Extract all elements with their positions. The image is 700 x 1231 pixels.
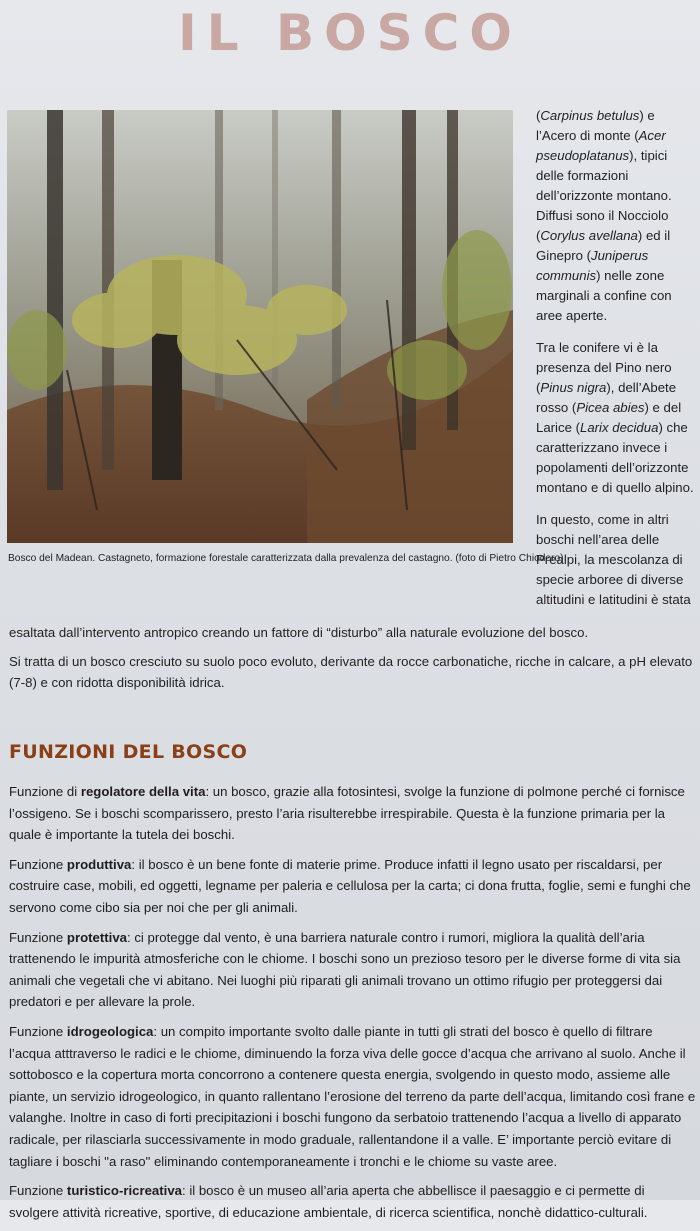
- function-prefix: Funzione: [9, 856, 67, 872]
- function-text: : ci protegge dal vento, è una barriera naturale contro i rumori, migliora la qualità dell’aria trattenendo le impurità atmosferiche con le chiome. I boschi sono un prezioso tesoro per le diverse forme di vita sia animali che vegetali che vi abitano. Nei luoghi più riparati gli animali trovano un ottimo rifugio per proteggersi dai predatori e per allevare la prole.: [9, 929, 681, 1010]
- function-paragraph: [9, 781, 697, 846]
- text-run: ) nelle zone marginali a confine con aree aperte.: [536, 268, 672, 323]
- latin-name: Juniperus communis: [536, 248, 649, 283]
- latin-name: Picea abies: [576, 400, 645, 415]
- function-paragraph: [9, 854, 697, 919]
- function-paragraph: [9, 1180, 697, 1223]
- soil-text: Si tratta di un bosco cresciuto su suolo poco evoluto, derivante da rocce carbonatiche, ricche in calcare, a pH elevato (7-8) e con ridotta disponibilità idrica.: [9, 654, 693, 690]
- functions-list: [9, 781, 697, 1231]
- text-run: ) e del Larice (: [536, 400, 682, 435]
- function-name: regolatore della vita: [80, 784, 206, 799]
- function-paragraph: [9, 927, 697, 1013]
- latin-name: Pinus nigra: [540, 380, 607, 395]
- latin-name: Corylus avellana: [540, 228, 638, 243]
- text-run: ) ed il Ginepro (: [536, 228, 671, 263]
- right-paragraph-3: In questo, come in altri boschi nell’area delle Prealpi, la mescolanza di specie arboree di diverse altitudini e latitudini è stata: [536, 512, 691, 607]
- function-name: produttiva: [66, 856, 132, 872]
- page-title: IL BOSCO: [178, 4, 522, 62]
- function-paragraph: [9, 1021, 697, 1172]
- function-prefix: Funzione: [9, 929, 67, 945]
- section-heading: FUNZIONI DEL BOSCO: [9, 741, 248, 763]
- right-text-column: [536, 106, 696, 622]
- function-name: turistico-ricreativa: [66, 1183, 182, 1199]
- photo-caption: Bosco del Madean. Castagneto, formazione forestale caratterizzata dalla prevalenza del castagno. (foto di Pietro Chiodero): [8, 553, 564, 564]
- text-run: (: [536, 108, 541, 123]
- function-name: idrogeologica: [66, 1023, 154, 1039]
- function-prefix: Funzione: [9, 1023, 67, 1039]
- function-prefix: Funzione: [9, 1183, 67, 1199]
- right-paragraph-1: [536, 106, 696, 326]
- text-run: ) che caratterizzano invece i popolamenti dell’orizzonte montano e di quello alpino.: [536, 420, 694, 495]
- forest-photo: [7, 110, 513, 543]
- text-run: ), tipici delle formazioni dell’orizzonte montano. Diffusi sono il Nocciolo (: [536, 148, 672, 243]
- latin-name: Carpinus betulus: [540, 108, 640, 123]
- function-prefix: Funzione di: [9, 784, 81, 799]
- continuation-text: esaltata dall’intervento antropico creando un fattore di “disturbo” alla naturale evoluzione del bosco.: [9, 625, 589, 640]
- text-run: ), dell’Abete rosso (: [536, 380, 677, 415]
- latin-name: Acer pseudoplatanus: [536, 128, 666, 163]
- continuation-line: [9, 622, 694, 643]
- soil-paragraph: [9, 651, 694, 693]
- text-run: Tra le conifere vi è la presenza del Pino nero (: [536, 340, 672, 395]
- right-paragraph-2: [536, 338, 696, 498]
- function-text: : il bosco è un museo all’aria aperta che abbellisce il paesaggio e ci permette di svolgere attività ricreative, sportive, di educazione ambientale, di ricerca scientifica, nonchè didattico-culturali.: [9, 1183, 648, 1220]
- text-run: ) e l’Acero di monte (: [536, 108, 655, 143]
- function-name: protettiva: [66, 929, 128, 945]
- latin-name: Larix decidua: [579, 420, 659, 435]
- function-text: : un compito importante svolto dalle piante in tutti gli strati del bosco è quello di filtrare l’acqua atttraverso le radici e le chiome, diminuendo la forza viva delle gocce d’acqua che arrivano al suolo. Anche il sottobosco e la copertura morta concorrono a contenere questa energia, svolgendo in questo modo, assieme alle piante, un servizio idrogeologico, in quanto rallentano l’erosione del terreno da parte dell’acqua, limitando così frane e valanghe. Inoltre in caso di forti precipitazioni i boschi fungono da serbatoio trattenendo l’acqua a livello di apparato radicale, per rilasciarla successivamente in modo graduale, rallentandone il a valle. E’ importante perciò evitare di tagliare i boschi "a raso" eliminando contemporaneamente i tronchi e le chiome su vaste aree.: [9, 1023, 696, 1169]
- function-text: : il bosco è un bene fonte di materie prime. Produce infatti il legno usato per riscaldarsi, per costruire case, mobili, ed oggetti, legname per paleria e cellulosa per la carta; ci dona frutta, foglie, semi e funghi che servono come cibo sia per noi che per gli animali.: [9, 856, 691, 915]
- function-text: : un bosco, grazie alla fotosintesi, svolge la funzione di polmone perché ci fornisce l’ossigeno. Se i boschi scomparissero, presto l’aria risulterebbe irrespirabile. Questa è la funzione primaria per la quale è importante la tutela dei boschi.: [9, 784, 685, 843]
